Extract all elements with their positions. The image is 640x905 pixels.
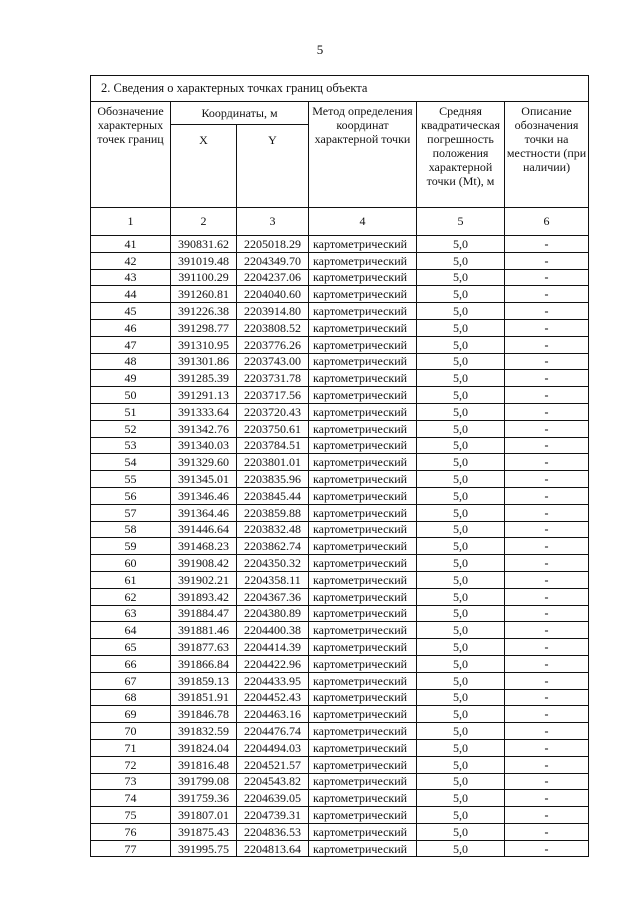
table-row <box>91 471 589 488</box>
error-cell: 5,0 <box>417 790 505 807</box>
point-number-cell: 65 <box>91 639 171 656</box>
point-number-cell: 61 <box>91 571 171 588</box>
error-cell: 5,0 <box>417 807 505 824</box>
description-cell: - <box>505 756 589 773</box>
description-cell: - <box>505 252 589 269</box>
table-row <box>91 370 589 387</box>
method-cell: картометрический <box>309 723 417 740</box>
description-cell: - <box>505 387 589 404</box>
error-cell: 5,0 <box>417 269 505 286</box>
point-number-cell: 44 <box>91 286 171 303</box>
method-cell: картометрический <box>309 689 417 706</box>
error-cell: 5,0 <box>417 639 505 656</box>
y-coordinate-cell: 2203862.74 <box>237 538 309 555</box>
point-number-cell: 66 <box>91 655 171 672</box>
point-number-cell: 69 <box>91 706 171 723</box>
header-coordinates: Координаты, м <box>171 102 309 125</box>
description-cell: - <box>505 773 589 790</box>
method-cell: картометрический <box>309 370 417 387</box>
x-coordinate-cell: 391859.13 <box>171 672 237 689</box>
x-coordinate-cell: 391260.81 <box>171 286 237 303</box>
header-method: Метод определения координат характерной точки <box>309 102 417 208</box>
x-coordinate-cell: 391346.46 <box>171 487 237 504</box>
table-row <box>91 790 589 807</box>
description-cell: - <box>505 403 589 420</box>
x-coordinate-cell: 391100.29 <box>171 269 237 286</box>
error-cell: 5,0 <box>417 588 505 605</box>
error-cell: 5,0 <box>417 756 505 773</box>
table-row <box>91 756 589 773</box>
y-coordinate-cell: 2204400.38 <box>237 622 309 639</box>
description-cell: - <box>505 655 589 672</box>
method-cell: картометрический <box>309 605 417 622</box>
error-cell: 5,0 <box>417 437 505 454</box>
table-row <box>91 555 589 572</box>
table-row <box>91 454 589 471</box>
method-cell: картометрический <box>309 437 417 454</box>
point-number-cell: 45 <box>91 303 171 320</box>
description-cell: - <box>505 521 589 538</box>
description-cell: - <box>505 823 589 840</box>
error-cell: 5,0 <box>417 655 505 672</box>
point-number-cell: 49 <box>91 370 171 387</box>
point-number-cell: 70 <box>91 723 171 740</box>
method-cell: картометрический <box>309 521 417 538</box>
method-cell: картометрический <box>309 639 417 656</box>
table-row <box>91 538 589 555</box>
point-number-cell: 54 <box>91 454 171 471</box>
x-coordinate-cell: 391799.08 <box>171 773 237 790</box>
error-cell: 5,0 <box>417 571 505 588</box>
description-cell: - <box>505 706 589 723</box>
y-coordinate-cell: 2204543.82 <box>237 773 309 790</box>
table-row <box>91 319 589 336</box>
method-cell: картометрический <box>309 471 417 488</box>
point-number-cell: 57 <box>91 504 171 521</box>
y-coordinate-cell: 2203808.52 <box>237 319 309 336</box>
point-number-cell: 48 <box>91 353 171 370</box>
description-cell: - <box>505 538 589 555</box>
x-coordinate-cell: 391285.39 <box>171 370 237 387</box>
method-cell: картометрический <box>309 790 417 807</box>
method-cell: картометрический <box>309 571 417 588</box>
x-coordinate-cell: 391908.42 <box>171 555 237 572</box>
table-row <box>91 840 589 857</box>
x-coordinate-cell: 391846.78 <box>171 706 237 723</box>
y-coordinate-cell: 2203784.51 <box>237 437 309 454</box>
page-number: 5 <box>316 42 324 57</box>
x-coordinate-cell: 391902.21 <box>171 571 237 588</box>
description-cell: - <box>505 672 589 689</box>
x-coordinate-cell: 391298.77 <box>171 319 237 336</box>
description-cell: - <box>505 723 589 740</box>
x-coordinate-cell: 391342.76 <box>171 420 237 437</box>
point-number-cell: 51 <box>91 403 171 420</box>
y-coordinate-cell: 2203859.88 <box>237 504 309 521</box>
table-row <box>91 437 589 454</box>
method-cell: картометрический <box>309 387 417 404</box>
y-coordinate-cell: 2204739.31 <box>237 807 309 824</box>
y-coordinate-cell: 2204380.89 <box>237 605 309 622</box>
x-coordinate-cell: 391877.63 <box>171 639 237 656</box>
error-cell: 5,0 <box>417 840 505 857</box>
table-row <box>91 605 589 622</box>
y-coordinate-cell: 2205018.29 <box>237 236 309 253</box>
point-number-cell: 59 <box>91 538 171 555</box>
table-row <box>91 639 589 656</box>
table-row <box>91 286 589 303</box>
column-number: 5 <box>417 208 505 236</box>
description-cell: - <box>505 622 589 639</box>
table-row <box>91 823 589 840</box>
method-cell: картометрический <box>309 303 417 320</box>
description-cell: - <box>505 487 589 504</box>
x-coordinate-cell: 391310.95 <box>171 336 237 353</box>
table-row <box>91 487 589 504</box>
column-number: 3 <box>237 208 309 236</box>
method-cell: картометрический <box>309 622 417 639</box>
y-coordinate-cell: 2203750.61 <box>237 420 309 437</box>
point-number-cell: 76 <box>91 823 171 840</box>
x-coordinate-cell: 391881.46 <box>171 622 237 639</box>
description-cell: - <box>505 437 589 454</box>
description-cell: - <box>505 504 589 521</box>
boundary-points-table <box>90 75 589 857</box>
y-coordinate-cell: 2203914.80 <box>237 303 309 320</box>
x-coordinate-cell: 391832.59 <box>171 723 237 740</box>
x-coordinate-cell: 391019.48 <box>171 252 237 269</box>
y-coordinate-cell: 2203832.48 <box>237 521 309 538</box>
x-coordinate-cell: 391995.75 <box>171 840 237 857</box>
y-coordinate-cell: 2204358.11 <box>237 571 309 588</box>
column-number: 1 <box>91 208 171 236</box>
point-number-cell: 42 <box>91 252 171 269</box>
method-cell: картометрический <box>309 252 417 269</box>
x-coordinate-cell: 391884.47 <box>171 605 237 622</box>
table-row <box>91 353 589 370</box>
point-number-cell: 71 <box>91 739 171 756</box>
table-row <box>91 521 589 538</box>
header-mean-error: Средняя квадратическая погрешность положения характерной точки (Mt), м <box>417 102 505 208</box>
table-row <box>91 504 589 521</box>
column-numbers-row <box>91 208 589 236</box>
error-cell: 5,0 <box>417 487 505 504</box>
method-cell: картометрический <box>309 504 417 521</box>
header-point-description: Описание обозначения точки на местности (при наличии) <box>505 102 589 208</box>
error-cell: 5,0 <box>417 605 505 622</box>
point-number-cell: 55 <box>91 471 171 488</box>
x-coordinate-cell: 391345.01 <box>171 471 237 488</box>
description-cell: - <box>505 319 589 336</box>
x-coordinate-cell: 391893.42 <box>171 588 237 605</box>
method-cell: картометрический <box>309 588 417 605</box>
error-cell: 5,0 <box>417 370 505 387</box>
x-coordinate-cell: 391816.48 <box>171 756 237 773</box>
x-coordinate-cell: 391446.64 <box>171 521 237 538</box>
point-number-cell: 58 <box>91 521 171 538</box>
y-coordinate-cell: 2204040.60 <box>237 286 309 303</box>
table-row <box>91 403 589 420</box>
method-cell: картометрический <box>309 403 417 420</box>
error-cell: 5,0 <box>417 538 505 555</box>
y-coordinate-cell: 2203743.00 <box>237 353 309 370</box>
error-cell: 5,0 <box>417 706 505 723</box>
method-cell: картометрический <box>309 672 417 689</box>
table-row <box>91 571 589 588</box>
error-cell: 5,0 <box>417 252 505 269</box>
y-coordinate-cell: 2203776.26 <box>237 336 309 353</box>
table-row <box>91 723 589 740</box>
point-number-cell: 41 <box>91 236 171 253</box>
error-cell: 5,0 <box>417 622 505 639</box>
x-coordinate-cell: 391301.86 <box>171 353 237 370</box>
table-row <box>91 269 589 286</box>
error-cell: 5,0 <box>417 471 505 488</box>
x-coordinate-cell: 391875.43 <box>171 823 237 840</box>
method-cell: картометрический <box>309 823 417 840</box>
description-cell: - <box>505 790 589 807</box>
y-coordinate-cell: 2203720.43 <box>237 403 309 420</box>
error-cell: 5,0 <box>417 336 505 353</box>
y-coordinate-cell: 2204452.43 <box>237 689 309 706</box>
description-cell: - <box>505 454 589 471</box>
table-row <box>91 672 589 689</box>
error-cell: 5,0 <box>417 286 505 303</box>
point-number-cell: 50 <box>91 387 171 404</box>
header-x: X <box>171 125 237 208</box>
error-cell: 5,0 <box>417 672 505 689</box>
y-coordinate-cell: 2204237.06 <box>237 269 309 286</box>
y-coordinate-cell: 2204521.57 <box>237 756 309 773</box>
point-number-cell: 43 <box>91 269 171 286</box>
y-coordinate-cell: 2204433.95 <box>237 672 309 689</box>
method-cell: картометрический <box>309 807 417 824</box>
y-coordinate-cell: 2204463.16 <box>237 706 309 723</box>
description-cell: - <box>505 588 589 605</box>
column-number: 4 <box>309 208 417 236</box>
error-cell: 5,0 <box>417 387 505 404</box>
x-coordinate-cell: 391226.38 <box>171 303 237 320</box>
description-cell: - <box>505 807 589 824</box>
table-row <box>91 807 589 824</box>
table-row <box>91 655 589 672</box>
description-cell: - <box>505 303 589 320</box>
column-number: 6 <box>505 208 589 236</box>
point-number-cell: 67 <box>91 672 171 689</box>
y-coordinate-cell: 2204422.96 <box>237 655 309 672</box>
y-coordinate-cell: 2203801.01 <box>237 454 309 471</box>
section-title: 2. Сведения о характерных точках границ объекта <box>91 76 589 102</box>
column-number: 2 <box>171 208 237 236</box>
description-cell: - <box>505 840 589 857</box>
error-cell: 5,0 <box>417 723 505 740</box>
point-number-cell: 72 <box>91 756 171 773</box>
table-row <box>91 303 589 320</box>
point-number-cell: 62 <box>91 588 171 605</box>
y-coordinate-cell: 2204350.32 <box>237 555 309 572</box>
x-coordinate-cell: 391291.13 <box>171 387 237 404</box>
error-cell: 5,0 <box>417 521 505 538</box>
y-coordinate-cell: 2204367.36 <box>237 588 309 605</box>
point-number-cell: 77 <box>91 840 171 857</box>
description-cell: - <box>505 370 589 387</box>
method-cell: картометрический <box>309 538 417 555</box>
header-y: Y <box>237 125 309 208</box>
y-coordinate-cell: 2204639.05 <box>237 790 309 807</box>
x-coordinate-cell: 391851.91 <box>171 689 237 706</box>
method-cell: картометрический <box>309 655 417 672</box>
description-cell: - <box>505 471 589 488</box>
table-row <box>91 252 589 269</box>
method-cell: картометрический <box>309 706 417 723</box>
error-cell: 5,0 <box>417 403 505 420</box>
description-cell: - <box>505 336 589 353</box>
method-cell: картометрический <box>309 773 417 790</box>
x-coordinate-cell: 391807.01 <box>171 807 237 824</box>
table-row <box>91 588 589 605</box>
x-coordinate-cell: 390831.62 <box>171 236 237 253</box>
method-cell: картометрический <box>309 336 417 353</box>
point-number-cell: 74 <box>91 790 171 807</box>
y-coordinate-cell: 2204494.03 <box>237 739 309 756</box>
error-cell: 5,0 <box>417 236 505 253</box>
y-coordinate-cell: 2204476.74 <box>237 723 309 740</box>
error-cell: 5,0 <box>417 689 505 706</box>
description-cell: - <box>505 639 589 656</box>
method-cell: картометрический <box>309 269 417 286</box>
point-number-cell: 53 <box>91 437 171 454</box>
table-row <box>91 706 589 723</box>
description-cell: - <box>505 269 589 286</box>
error-cell: 5,0 <box>417 454 505 471</box>
method-cell: картометрический <box>309 454 417 471</box>
x-coordinate-cell: 391759.36 <box>171 790 237 807</box>
table-row <box>91 689 589 706</box>
method-cell: картометрический <box>309 286 417 303</box>
method-cell: картометрический <box>309 353 417 370</box>
description-cell: - <box>505 571 589 588</box>
point-number-cell: 60 <box>91 555 171 572</box>
point-number-cell: 52 <box>91 420 171 437</box>
error-cell: 5,0 <box>417 739 505 756</box>
x-coordinate-cell: 391333.64 <box>171 403 237 420</box>
x-coordinate-cell: 391824.04 <box>171 739 237 756</box>
method-cell: картометрический <box>309 319 417 336</box>
x-coordinate-cell: 391364.46 <box>171 504 237 521</box>
x-coordinate-cell: 391340.03 <box>171 437 237 454</box>
method-cell: картометрический <box>309 739 417 756</box>
table-row <box>91 739 589 756</box>
y-coordinate-cell: 2203835.96 <box>237 471 309 488</box>
description-cell: - <box>505 605 589 622</box>
description-cell: - <box>505 689 589 706</box>
method-cell: картометрический <box>309 487 417 504</box>
y-coordinate-cell: 2204414.39 <box>237 639 309 656</box>
error-cell: 5,0 <box>417 504 505 521</box>
method-cell: картометрический <box>309 840 417 857</box>
y-coordinate-cell: 2203845.44 <box>237 487 309 504</box>
y-coordinate-cell: 2204349.70 <box>237 252 309 269</box>
description-cell: - <box>505 286 589 303</box>
point-number-cell: 68 <box>91 689 171 706</box>
point-number-cell: 73 <box>91 773 171 790</box>
y-coordinate-cell: 2203731.78 <box>237 370 309 387</box>
error-cell: 5,0 <box>417 823 505 840</box>
point-number-cell: 64 <box>91 622 171 639</box>
error-cell: 5,0 <box>417 420 505 437</box>
method-cell: картометрический <box>309 236 417 253</box>
table-row <box>91 420 589 437</box>
y-coordinate-cell: 2204813.64 <box>237 840 309 857</box>
x-coordinate-cell: 391866.84 <box>171 655 237 672</box>
point-number-cell: 46 <box>91 319 171 336</box>
error-cell: 5,0 <box>417 319 505 336</box>
error-cell: 5,0 <box>417 555 505 572</box>
point-number-cell: 63 <box>91 605 171 622</box>
description-cell: - <box>505 739 589 756</box>
point-number-cell: 47 <box>91 336 171 353</box>
y-coordinate-cell: 2203717.56 <box>237 387 309 404</box>
table-row <box>91 236 589 253</box>
x-coordinate-cell: 391468.23 <box>171 538 237 555</box>
error-cell: 5,0 <box>417 773 505 790</box>
y-coordinate-cell: 2204836.53 <box>237 823 309 840</box>
description-cell: - <box>505 555 589 572</box>
table-row <box>91 336 589 353</box>
header-point-designation: Обозначение характерных точек границ <box>91 102 171 208</box>
error-cell: 5,0 <box>417 303 505 320</box>
x-coordinate-cell: 391329.60 <box>171 454 237 471</box>
description-cell: - <box>505 236 589 253</box>
point-number-cell: 56 <box>91 487 171 504</box>
error-cell: 5,0 <box>417 353 505 370</box>
table-row <box>91 773 589 790</box>
point-number-cell: 75 <box>91 807 171 824</box>
table-row <box>91 622 589 639</box>
method-cell: картометрический <box>309 420 417 437</box>
description-cell: - <box>505 420 589 437</box>
description-cell: - <box>505 353 589 370</box>
method-cell: картометрический <box>309 555 417 572</box>
method-cell: картометрический <box>309 756 417 773</box>
table-row <box>91 387 589 404</box>
